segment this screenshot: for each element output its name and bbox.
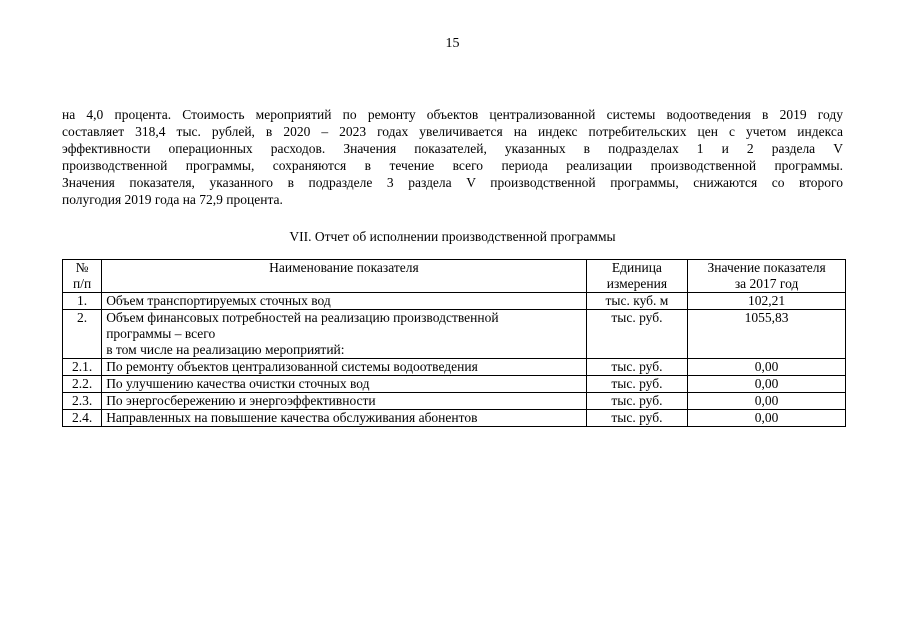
- row-name-line: По ремонту объектов централизованной системы водоотведения: [106, 359, 478, 374]
- row-name-line: Направленных на повышение качества обслуживания абонентов: [106, 410, 478, 425]
- paragraph-line: Значения показателя, указанного в подразделе 3 раздела V производственной программы, снижаются со второго: [62, 175, 843, 190]
- row-name-line: программы – всего: [106, 326, 216, 341]
- table-row: [63, 359, 846, 376]
- row-name-line: По улучшению качества очистки сточных вод: [106, 376, 370, 391]
- table-row: [63, 293, 846, 310]
- row-value: 0,00: [688, 410, 846, 427]
- row-unit: тыс. руб.: [586, 359, 688, 376]
- header-num: [63, 260, 102, 293]
- row-num: 2.: [63, 310, 102, 359]
- row-name: [102, 359, 586, 376]
- header-value: [688, 260, 846, 293]
- body-paragraph: [62, 106, 843, 208]
- page-number: 15: [445, 36, 460, 51]
- header-num-line: п/п: [72, 276, 92, 291]
- paragraph-line: эффективности операционных расходов. Значения показателей, указанных в подразделах 1 и 2 раздела V: [62, 141, 843, 156]
- header-unit: [586, 260, 688, 293]
- paragraph-line: составляет 318,4 тыс. рублей, в 2020 – 2023 годах увеличивается на индекс потребительских цен с учетом индекса: [62, 124, 843, 139]
- row-name: [102, 310, 586, 359]
- row-num: 1.: [63, 293, 102, 310]
- row-unit: тыс. руб.: [586, 310, 688, 359]
- section-title: VII. Отчет об исполнении производственной программы: [289, 229, 616, 244]
- table-row: [63, 410, 846, 427]
- table-row: [63, 310, 846, 359]
- paragraph-line: на 4,0 процента. Стоимость мероприятий по ремонту объектов централизованной системы водоотведения в 2019 году: [62, 107, 843, 122]
- report-table: [62, 259, 846, 427]
- row-num: 2.4.: [63, 410, 102, 427]
- header-num-line: №: [75, 260, 89, 275]
- row-name: [102, 393, 586, 410]
- row-unit: тыс. руб.: [586, 376, 688, 393]
- row-num: 2.1.: [63, 359, 102, 376]
- row-name-line: По энергосбережению и энергоэффективности: [106, 393, 376, 408]
- row-unit: тыс. руб.: [586, 393, 688, 410]
- row-value: 0,00: [688, 393, 846, 410]
- row-value: 1055,83: [688, 310, 846, 359]
- row-num: 2.3.: [63, 393, 102, 410]
- row-name: [102, 410, 586, 427]
- row-unit: тыс. руб.: [586, 410, 688, 427]
- table-row: [63, 376, 846, 393]
- header-name-line: Наименование показателя: [269, 260, 419, 275]
- row-name-line: Объем финансовых потребностей на реализацию производственной: [106, 310, 499, 325]
- row-value: 0,00: [688, 359, 846, 376]
- row-name: [102, 293, 586, 310]
- row-name: [102, 376, 586, 393]
- row-value: 0,00: [688, 376, 846, 393]
- header-unit-line: измерения: [606, 276, 668, 291]
- header-name: [102, 260, 586, 293]
- row-value: 102,21: [688, 293, 846, 310]
- header-unit-line: Единица: [611, 260, 662, 275]
- row-name-line: в том числе на реализацию мероприятий:: [106, 342, 345, 357]
- paragraph-line: производственной программы, сохраняются в течение всего периода реализации производственной программы.: [62, 158, 843, 173]
- table-row: [63, 393, 846, 410]
- paragraph-line: полугодия 2019 года на 72,9 процента.: [62, 192, 283, 207]
- table-header-row: [63, 260, 846, 293]
- header-value-line: Значение показателя: [707, 260, 826, 275]
- header-value-line: за 2017 год: [734, 276, 799, 291]
- row-num: 2.2.: [63, 376, 102, 393]
- row-unit: тыс. куб. м: [586, 293, 688, 310]
- row-name-line: Объем транспортируемых сточных вод: [106, 293, 331, 308]
